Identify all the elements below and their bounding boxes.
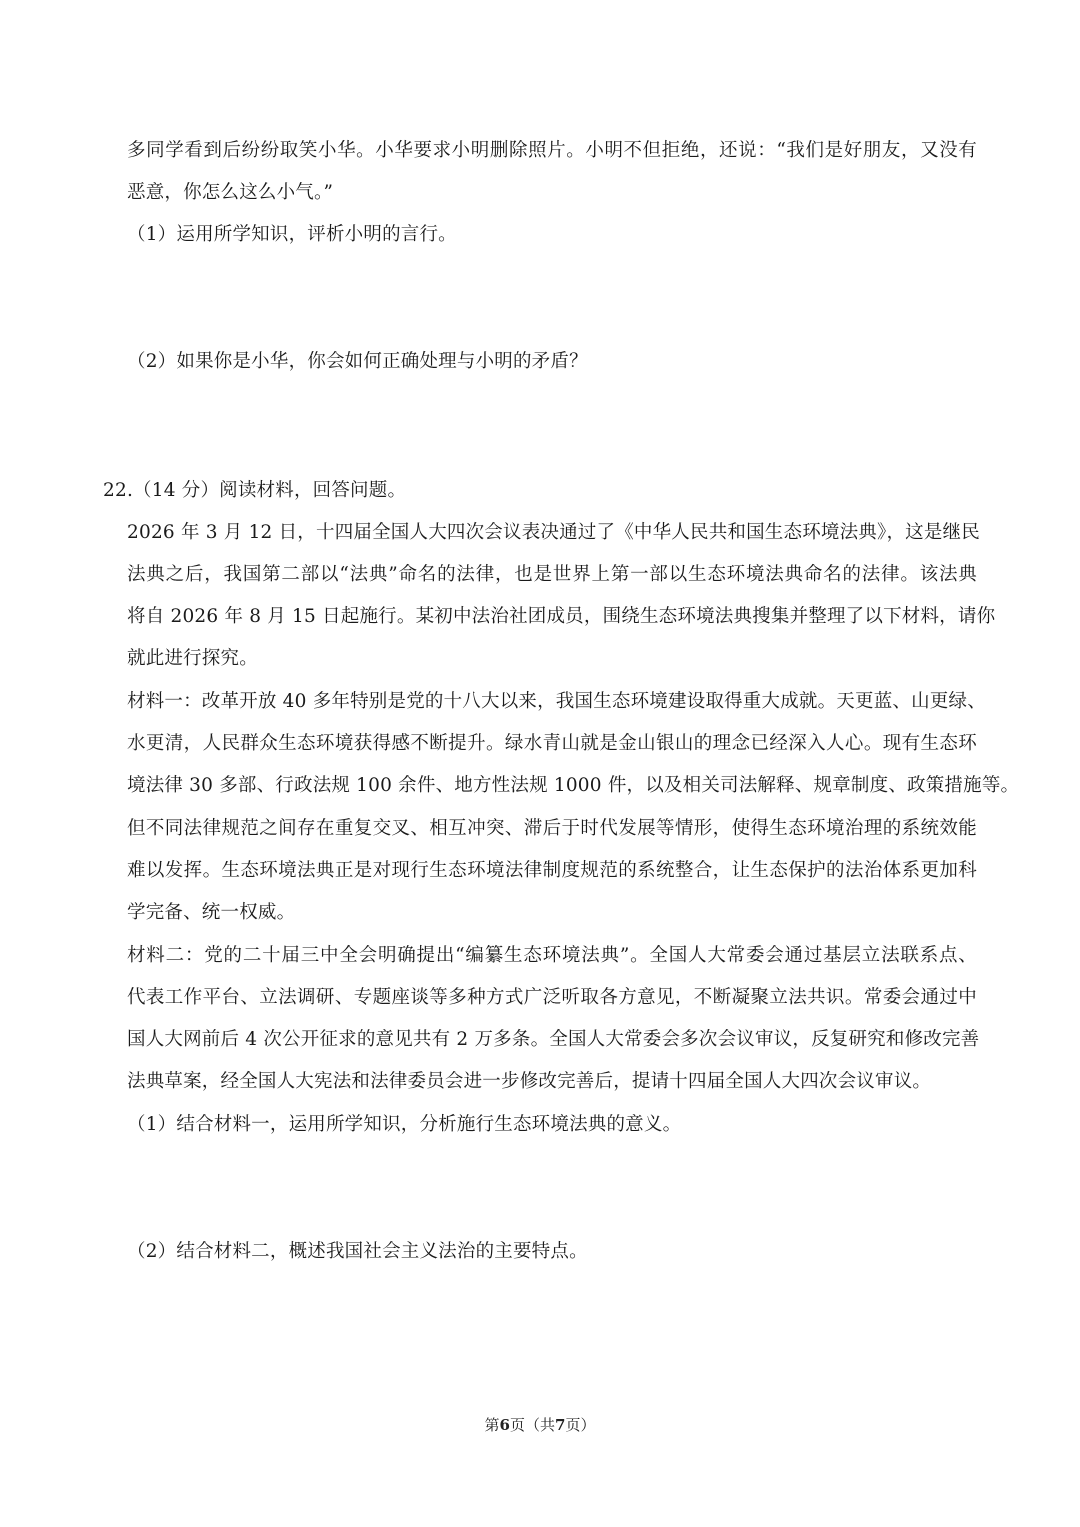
q21-subquestion-1: （1）运用所学知识，评析小明的言行。	[127, 224, 457, 245]
footer-page-number: 6	[499, 1416, 510, 1434]
page-footer	[0, 1414, 1080, 1436]
q22-material1-line-4: 但不同法律规范之间存在重复交叉、相互冲突、滞后于时代发展等情形，使得生态环境治理的系统效能	[127, 818, 977, 839]
q22-header: 22.（14 分）阅读材料，回答问题。	[103, 480, 407, 501]
q22-material2-line-4: 法典草案，经全国人大宪法和法律委员会进一步修改完善后，提请十四届全国人大四次会议审议。	[127, 1071, 932, 1092]
q21-material-line-1: 多同学看到后纷纷取笑小华。小华要求小明删除照片。小明不但拒绝，还说：“我们是好朋友，又没有	[127, 140, 977, 161]
q22-material1-line-3: 境法律 30 多部、行政法规 100 余件、地方性法规 1000 件，以及相关司法解释、规章制度、政策措施等。	[127, 775, 1020, 796]
q22-intro-line-3: 将自 2026 年 8 月 15 日起施行。某初中法治社团成员，围绕生态环境法典搜集并整理了以下材料，请你	[127, 606, 996, 627]
q22-material1-line-6: 学完备、统一权威。	[127, 902, 296, 923]
q22-intro-line-4: 就此进行探究。	[127, 648, 258, 669]
q22-subquestion-1: （1）结合材料一，运用所学知识，分析施行生态环境法典的意义。	[127, 1114, 682, 1135]
footer-middle: 页（共	[509, 1416, 555, 1434]
q22-subquestion-2: （2）结合材料二，概述我国社会主义法治的主要特点。	[127, 1241, 588, 1262]
footer-suffix: 页）	[565, 1416, 596, 1434]
q22-intro-line-2: 法典之后，我国第二部以“法典”命名的法律，也是世界上第一部以生态环境法典命名的法律。该法典	[127, 564, 977, 585]
q22-intro-line-1: 2026 年 3 月 12 日，十四届全国人大四次会议表决通过了《中华人民共和国生态环境法典》，这是继民	[127, 522, 980, 543]
footer-total-pages: 7	[555, 1416, 566, 1434]
q22-material2-line-3: 国人大网前后 4 次公开征求的意见共有 2 万多条。全国人大常委会多次会议审议，反复研究和修改完善	[127, 1029, 980, 1050]
q22-material1-line-1: 材料一：改革开放 40 多年特别是党的十八大以来，我国生态环境建设取得重大成就。天更蓝、山更绿、	[127, 691, 986, 712]
footer-prefix: 第	[484, 1416, 500, 1434]
q22-material1-line-5: 难以发挥。生态环境法典正是对现行生态环境法律制度规范的系统整合，让生态保护的法治体系更加科	[127, 860, 977, 881]
q21-material-line-2: 恶意，你怎么这么小气。”	[127, 182, 334, 203]
q21-subquestion-2: （2）如果你是小华，你会如何正确处理与小明的矛盾？	[127, 351, 588, 372]
q22-material1-line-2: 水更清，人民群众生态环境获得感不断提升。绿水青山就是金山银山的理念已经深入人心。现有生态环	[127, 733, 977, 754]
q22-material2-line-1: 材料二：党的二十届三中全会明确提出“编纂生态环境法典”。全国人大常委会通过基层立法联系点、	[127, 945, 977, 966]
q22-material2-line-2: 代表工作平台、立法调研、专题座谈等多种方式广泛听取各方意见，不断凝聚立法共识。常委会通过中	[127, 987, 977, 1008]
